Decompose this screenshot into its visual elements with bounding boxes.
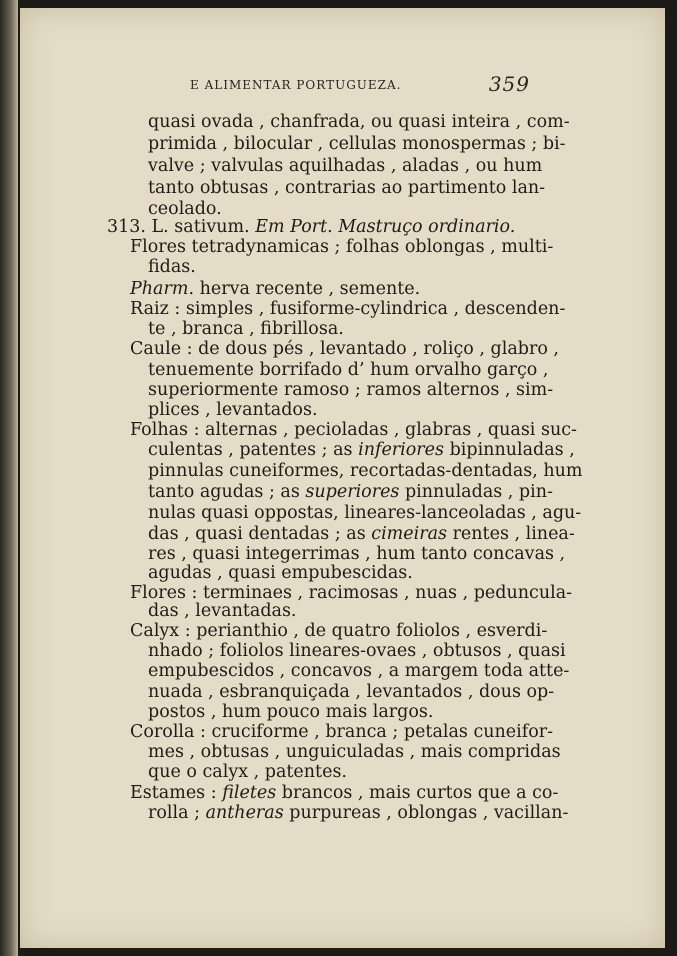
text-line: agudas , quasi empubescidas. bbox=[148, 563, 413, 583]
text-line: te , branca , fibrillosa. bbox=[148, 319, 344, 339]
text-line: culentas , patentes ; as inferiores bipinnuladas , bbox=[148, 440, 575, 460]
text-line: Folhas : alternas , pecioladas , glabras , quasi suc- bbox=[130, 420, 577, 440]
text-line: tanto agudas ; as superiores pinnuladas , pin- bbox=[148, 482, 553, 502]
text-line: Estames : filetes brancos , mais curtos que a co- bbox=[130, 783, 559, 803]
text-line: Flores tetradynamicas ; folhas oblongas , multi- bbox=[130, 237, 554, 257]
text-line: Calyx : perianthio , de quatro foliolos , esverdi- bbox=[130, 621, 548, 641]
text-line: superiormente ramoso ; ramos alternos , sim- bbox=[148, 380, 554, 400]
text-line: nulas quasi oppostas, lineares-lanceoladas , agu- bbox=[148, 503, 582, 523]
text-line: das , levantadas. bbox=[148, 601, 297, 621]
book-gutter bbox=[0, 0, 18, 956]
text-line: postos , hum pouco mais largos. bbox=[148, 702, 434, 722]
text-line: fidas. bbox=[148, 257, 196, 277]
text-line: quasi ovada , chanfrada, ou quasi inteira , com- bbox=[148, 112, 570, 132]
text-line: Pharm. herva recente , semente. bbox=[130, 279, 421, 299]
text-line: rolla ; antheras purpureas , oblongas , vacillan- bbox=[148, 803, 569, 823]
text-line: valve ; valvulas aquilhadas , aladas , ou hum bbox=[148, 156, 543, 176]
text-line: tenuemente borrifado d’ hum orvalho garço , bbox=[148, 360, 549, 380]
text-line: ceolado. bbox=[148, 199, 222, 219]
text-line: plices , levantados. bbox=[148, 400, 318, 420]
text-line: das , quasi dentadas ; as cimeiras rentes , linea- bbox=[148, 524, 575, 544]
text-line: Caule : de dous pés , levantado , roliço , glabro , bbox=[130, 339, 559, 359]
text-line: Raiz : simples , fusiforme-cylindrica , descenden- bbox=[130, 299, 566, 319]
text-line: 313. L. sativum. Em Port. Mastruço ordinario. bbox=[107, 217, 516, 237]
text-line: que o calyx , patentes. bbox=[148, 762, 347, 782]
text-line: Flores : terminaes , racimosas , nuas , peduncula- bbox=[130, 583, 573, 603]
text-line: primida , bilocular , cellulas monospermas ; bi- bbox=[148, 134, 566, 154]
text-line: nuada , esbranquiçada , levantados , dous op- bbox=[148, 682, 555, 702]
text-line: tanto obtusas , contrarias ao partimento lan- bbox=[148, 178, 546, 198]
text-line: mes , obtusas , unguiculadas , mais compridas bbox=[148, 742, 561, 762]
text-line: pinnulas cuneiformes, recortadas-dentadas, hum bbox=[148, 461, 583, 481]
text-line: res , quasi integerrimas , hum tanto concavas , bbox=[148, 544, 566, 564]
page-number: 359 bbox=[488, 72, 530, 96]
text-line: nhado ; foliolos lineares-ovaes , obtusos , quasi bbox=[148, 641, 566, 661]
running-title: E ALIMENTAR PORTUGUEZA. bbox=[190, 78, 402, 92]
text-line: Corolla : cruciforme , branca ; petalas cuneifor- bbox=[130, 722, 554, 742]
text-line: empubescidos , concavos , a margem toda atte- bbox=[148, 661, 570, 681]
